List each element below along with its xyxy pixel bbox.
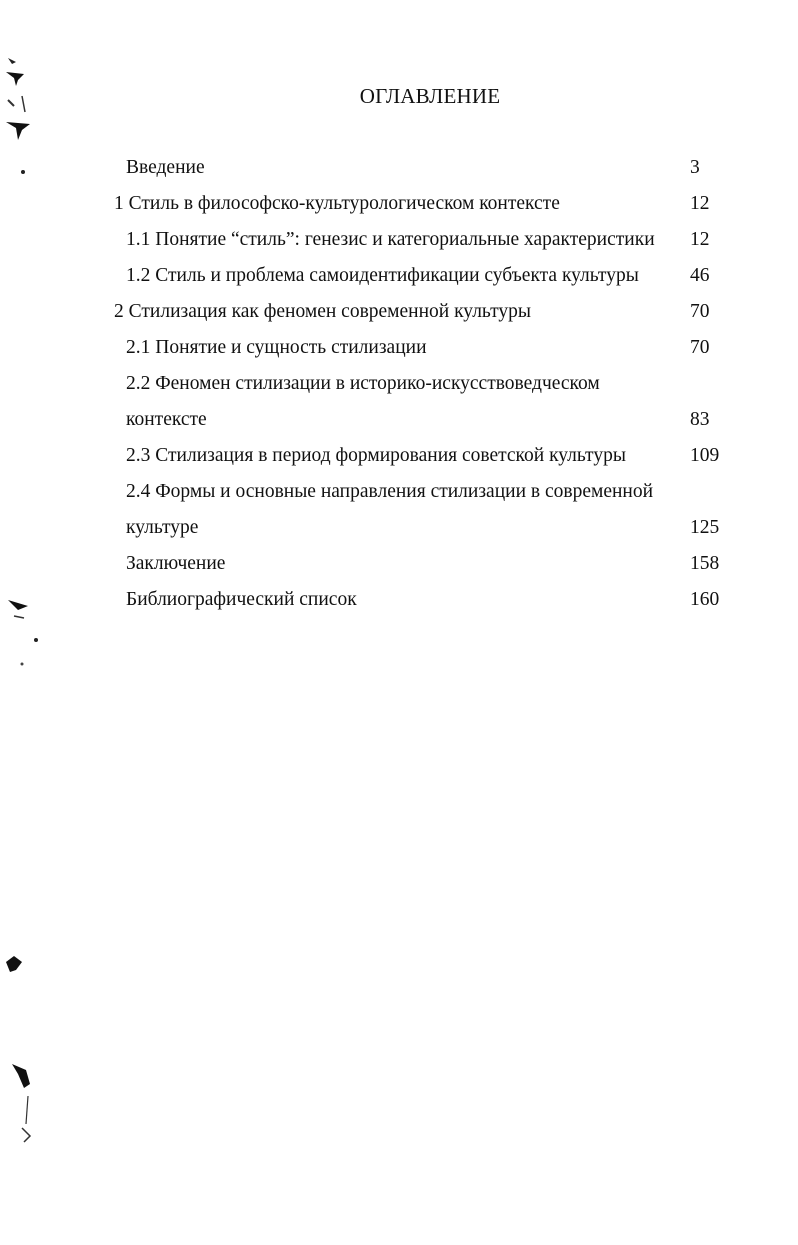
- toc-entry-title: 1 Стиль в философско-культурологическом контексте: [114, 193, 560, 214]
- toc-entry-title: Библиографический список: [126, 589, 357, 610]
- toc-row: [0, 330, 798, 366]
- toc-page-number: 158: [690, 553, 720, 574]
- toc-page-number: 109: [690, 445, 720, 466]
- toc-page-number: 70: [690, 337, 710, 358]
- toc-row: [0, 402, 798, 438]
- toc-row: [0, 438, 798, 474]
- toc-entry-title: Заключение: [126, 553, 226, 574]
- toc-page-number: 160: [690, 589, 720, 610]
- toc-entry-title: культуре: [126, 517, 199, 538]
- scan-artifact-13: [26, 1096, 28, 1124]
- toc-entry-title: 2.2 Феномен стилизации в историко-искусствоведческом: [126, 373, 600, 394]
- toc-row: [0, 366, 798, 402]
- toc-page-number: 46: [690, 265, 710, 286]
- toc-row: [0, 582, 798, 618]
- scan-artifact-9: [34, 638, 38, 642]
- toc-row: [0, 474, 798, 510]
- scan-artifact-10: [21, 663, 24, 666]
- scan-artifact-12: [12, 1064, 30, 1088]
- toc-entry-title: контексте: [126, 409, 207, 430]
- scan-artifact-5: [6, 122, 30, 140]
- scan-artifact-11: [6, 956, 22, 972]
- toc-entry-title: 2.3 Стилизация в период формирования советской культуры: [126, 445, 626, 466]
- toc-row: [0, 186, 798, 222]
- toc-row: [0, 510, 798, 546]
- toc-entry-title: 2.4 Формы и основные направления стилизации в современной: [126, 481, 654, 502]
- toc-row: [0, 222, 798, 258]
- toc-entry-title: 1.1 Понятие “стиль”: генезис и категориальные характеристики: [126, 229, 655, 250]
- table-of-contents: [0, 150, 798, 618]
- toc-row: [0, 294, 798, 330]
- scan-artifact-1: [8, 58, 16, 64]
- scan-artifact-14: [22, 1128, 30, 1142]
- toc-row: [0, 258, 798, 294]
- toc-row: [0, 546, 798, 582]
- toc-entry-title: 1.2 Стиль и проблема самоидентификации субъекта культуры: [126, 265, 639, 286]
- toc-entry-title: 2.1 Понятие и сущность стилизации: [126, 337, 427, 358]
- toc-entry-title: Введение: [126, 157, 205, 178]
- toc-entry-title: 2 Стилизация как феномен современной культуры: [114, 301, 531, 322]
- page-title: ОГЛАВЛЕНИЕ: [359, 84, 501, 108]
- toc-page-number: 83: [690, 409, 710, 430]
- toc-page-number: 125: [690, 517, 720, 538]
- toc-page-number: 3: [690, 157, 700, 178]
- toc-row: [0, 150, 798, 186]
- toc-page-number: 12: [690, 229, 710, 250]
- toc-page-number: 70: [690, 301, 710, 322]
- toc-page-number: 12: [690, 193, 710, 214]
